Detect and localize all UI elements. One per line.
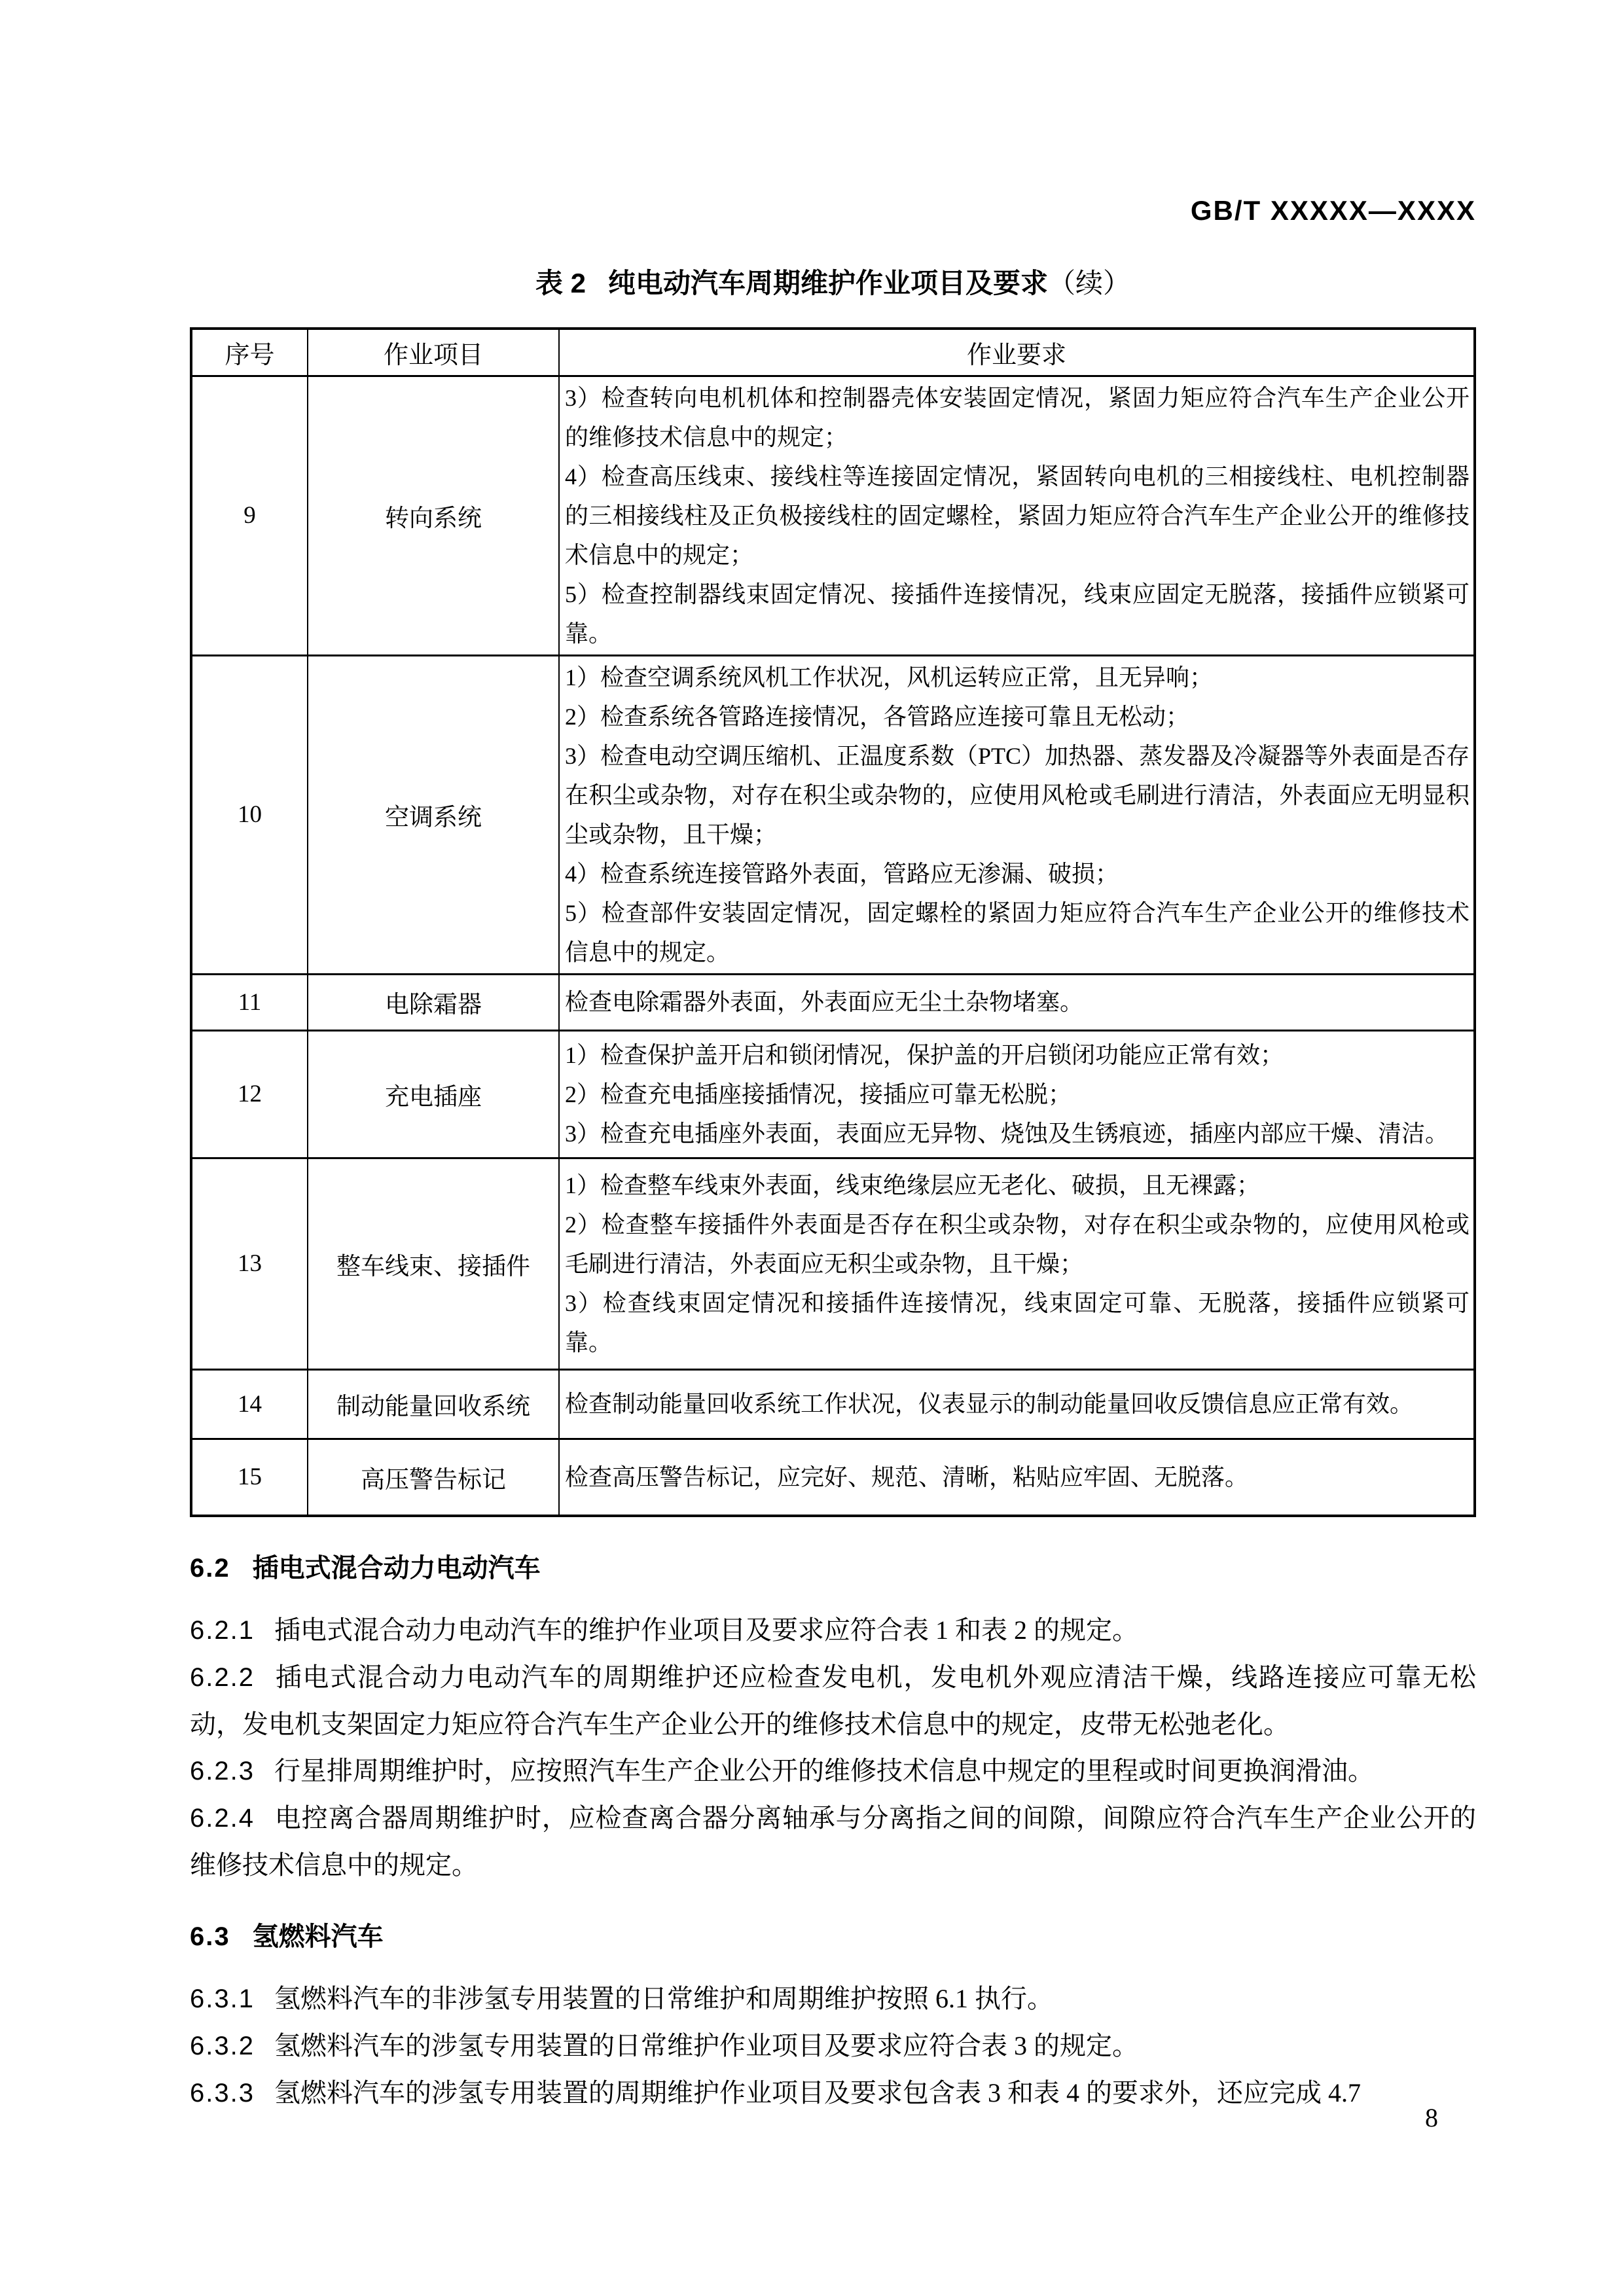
requirement-line: 3）检查电动空调压缩机、正温度系数（PTC）加热器、蒸发器及冷凝器等外表面是否存在积尘或杂物，对存在积尘或杂物的，应使用风枪或毛刷进行清洁，外表面应无明显积尘或杂物，且干燥； — [565, 742, 1470, 848]
section-clause — [190, 2070, 1476, 2117]
table-row — [191, 376, 1475, 655]
table-row — [191, 655, 1475, 974]
requirement-line: 4）检查高压线束、接线柱等连接固定情况，紧固转向电机的三相接线柱、电机控制器的三相接线柱及正负极接线柱的固定螺栓，紧固力矩应符合汽车生产企业公开的维修技术信息中的规定； — [565, 463, 1470, 568]
section-clause — [190, 1654, 1476, 1748]
row-number-cell: 14 — [191, 1369, 308, 1439]
section-heading — [190, 1916, 1476, 1953]
work-item-cell: 转向系统 — [308, 376, 559, 655]
work-requirement-cell — [559, 1030, 1475, 1158]
requirement-line: 1）检查空调系统风机工作状况，风机运转应正常，且无异响； — [565, 664, 1214, 691]
section-clause — [190, 1607, 1476, 1654]
requirement-line: 3）检查充电插座外表面，表面应无异物、烧蚀及生锈痕迹，插座内部应干燥、清洁。 — [565, 1120, 1449, 1147]
work-requirement-cell — [559, 1158, 1475, 1369]
requirement-line: 1）检查保护盖开启和锁闭情况，保护盖的开启锁闭功能应正常有效； — [565, 1041, 1284, 1068]
table-title-main: 纯电动汽车周期维护作业项目及要求 — [608, 268, 1049, 298]
clause-number: 6.3 — [190, 1922, 230, 1951]
clause-text: 插电式混合动力电动汽车 — [252, 1554, 541, 1583]
section-clause — [190, 2022, 1476, 2070]
column-header-item: 作业项目 — [308, 329, 559, 376]
table-title — [190, 262, 1476, 301]
table-row — [191, 974, 1475, 1030]
work-item-cell: 电除霜器 — [308, 974, 559, 1030]
requirement-line: 检查电除霜器外表面，外表面应无尘土杂物堵塞。 — [565, 989, 1084, 1015]
clause-text: 氢燃料汽车的非涉氢专用装置的日常维护和周期维护按照 6.1 执行。 — [274, 1984, 1053, 2013]
row-number-cell: 9 — [191, 376, 308, 655]
clause-number: 6.2.3 — [190, 1757, 255, 1785]
clause-text: 氢燃料汽车 — [252, 1922, 384, 1951]
section-clause — [190, 1748, 1476, 1795]
clause-number: 6.2.4 — [190, 1804, 255, 1833]
row-number-cell: 15 — [191, 1439, 308, 1516]
clause-number: 6.2.2 — [190, 1663, 255, 1692]
work-requirement-cell — [559, 974, 1475, 1030]
requirement-line: 2）检查整车接插件外表面是否存在积尘或杂物，对存在积尘或杂物的，应使用风枪或毛刷进行清洁，外表面应无积尘或杂物，且干燥； — [565, 1211, 1470, 1277]
work-requirement-cell — [559, 655, 1475, 974]
work-requirement-cell — [559, 1369, 1475, 1439]
requirement-line: 5）检查控制器线束固定情况、接插件连接情况，线束应固定无脱落，接插件应锁紧可靠。 — [565, 581, 1470, 647]
clause-number: 6.3.3 — [190, 2079, 255, 2108]
table-row — [191, 1030, 1475, 1158]
requirement-line: 检查高压警告标记，应完好、规范、清晰，粘贴应牢固、无脱落。 — [565, 1463, 1249, 1490]
section-clause — [190, 1795, 1476, 1888]
requirement-line: 1）检查整车线束外表面，线束绝缘层应无老化、破损，且无裸露； — [565, 1172, 1261, 1198]
clause-number: 6.2 — [190, 1554, 230, 1583]
work-item-cell: 空调系统 — [308, 655, 559, 974]
column-header-no: 序号 — [191, 329, 308, 376]
work-item-cell: 制动能量回收系统 — [308, 1369, 559, 1439]
row-number-cell: 10 — [191, 655, 308, 974]
clause-text: 氢燃料汽车的涉氢专用装置的周期维护作业项目及要求包含表 3 和表 4 的要求外，还应完成 4.7 — [274, 2078, 1361, 2108]
clause-text: 电控离合器周期维护时，应检查离合器分离轴承与分离指之间的间隙，间隙应符合汽车生产企业公开的维修技术信息中的规定。 — [190, 1803, 1476, 1880]
table-row — [191, 1158, 1475, 1369]
page-number: 8 — [1425, 2103, 1438, 2132]
work-item-cell: 高压警告标记 — [308, 1439, 559, 1516]
maintenance-table — [190, 327, 1476, 1517]
row-number-cell: 13 — [191, 1158, 308, 1369]
clause-number: 6.3.1 — [190, 1984, 255, 2013]
work-requirement-cell — [559, 1439, 1475, 1516]
requirement-line: 3）检查线束固定情况和接插件连接情况，线束固定可靠、无脱落，接插件应锁紧可靠。 — [565, 1289, 1470, 1355]
clause-number: 6.3.2 — [190, 2032, 255, 2060]
requirement-line: 5）检查部件安装固定情况，固定螺栓的紧固力矩应符合汽车生产企业公开的维修技术信息中的规定。 — [565, 899, 1470, 965]
clause-number: 6.2.1 — [190, 1616, 255, 1645]
requirement-line: 2）检查系统各管路连接情况，各管路应连接可靠且无松动； — [565, 703, 1190, 730]
work-requirement-cell — [559, 376, 1475, 655]
requirement-line: 2）检查充电插座接插情况，接插应可靠无松脱； — [565, 1081, 1072, 1107]
clause-text: 插电式混合动力电动汽车的周期维护还应检查发电机，发电机外观应清洁干燥，线路连接应可靠无松动，发电机支架固定力矩应符合汽车生产企业公开的维修技术信息中的规定，皮带无松弛老化。 — [190, 1662, 1476, 1739]
clause-text: 插电式混合动力电动汽车的维护作业项目及要求应符合表 1 和表 2 的规定。 — [274, 1615, 1138, 1645]
section-heading — [190, 1547, 1476, 1585]
table-body — [191, 376, 1475, 1516]
table-header-row — [191, 329, 1475, 376]
table-row — [191, 1369, 1475, 1439]
clause-text: 氢燃料汽车的涉氢专用装置的日常维护作业项目及要求应符合表 3 的规定。 — [274, 2031, 1138, 2060]
work-item-cell: 充电插座 — [308, 1030, 559, 1158]
requirement-line: 3）检查转向电机机体和控制器壳体安装固定情况，紧固力矩应符合汽车生产企业公开的维修技术信息中的规定； — [565, 384, 1470, 450]
requirement-line: 4）检查系统连接管路外表面，管路应无渗漏、破损； — [565, 860, 1119, 887]
table-title-prefix: 表 2 — [535, 268, 586, 298]
section-clause — [190, 1975, 1476, 2022]
table-row — [191, 1439, 1475, 1516]
requirement-line: 检查制动能量回收系统工作状况，仪表显示的制动能量回收反馈信息应正常有效。 — [565, 1391, 1414, 1417]
clauses-container — [190, 1547, 1476, 2117]
row-number-cell: 11 — [191, 974, 308, 1030]
work-item-cell: 整车线束、接插件 — [308, 1158, 559, 1369]
column-header-requirement: 作业要求 — [559, 329, 1475, 376]
row-number-cell: 12 — [191, 1030, 308, 1158]
table-title-suffix: （续） — [1048, 268, 1131, 298]
standard-code-header: GB/T XXXXX—XXXX — [1190, 195, 1476, 226]
clause-text: 行星排周期维护时，应按照汽车生产企业公开的维修技术信息中规定的里程或时间更换润滑油。 — [274, 1756, 1374, 1785]
